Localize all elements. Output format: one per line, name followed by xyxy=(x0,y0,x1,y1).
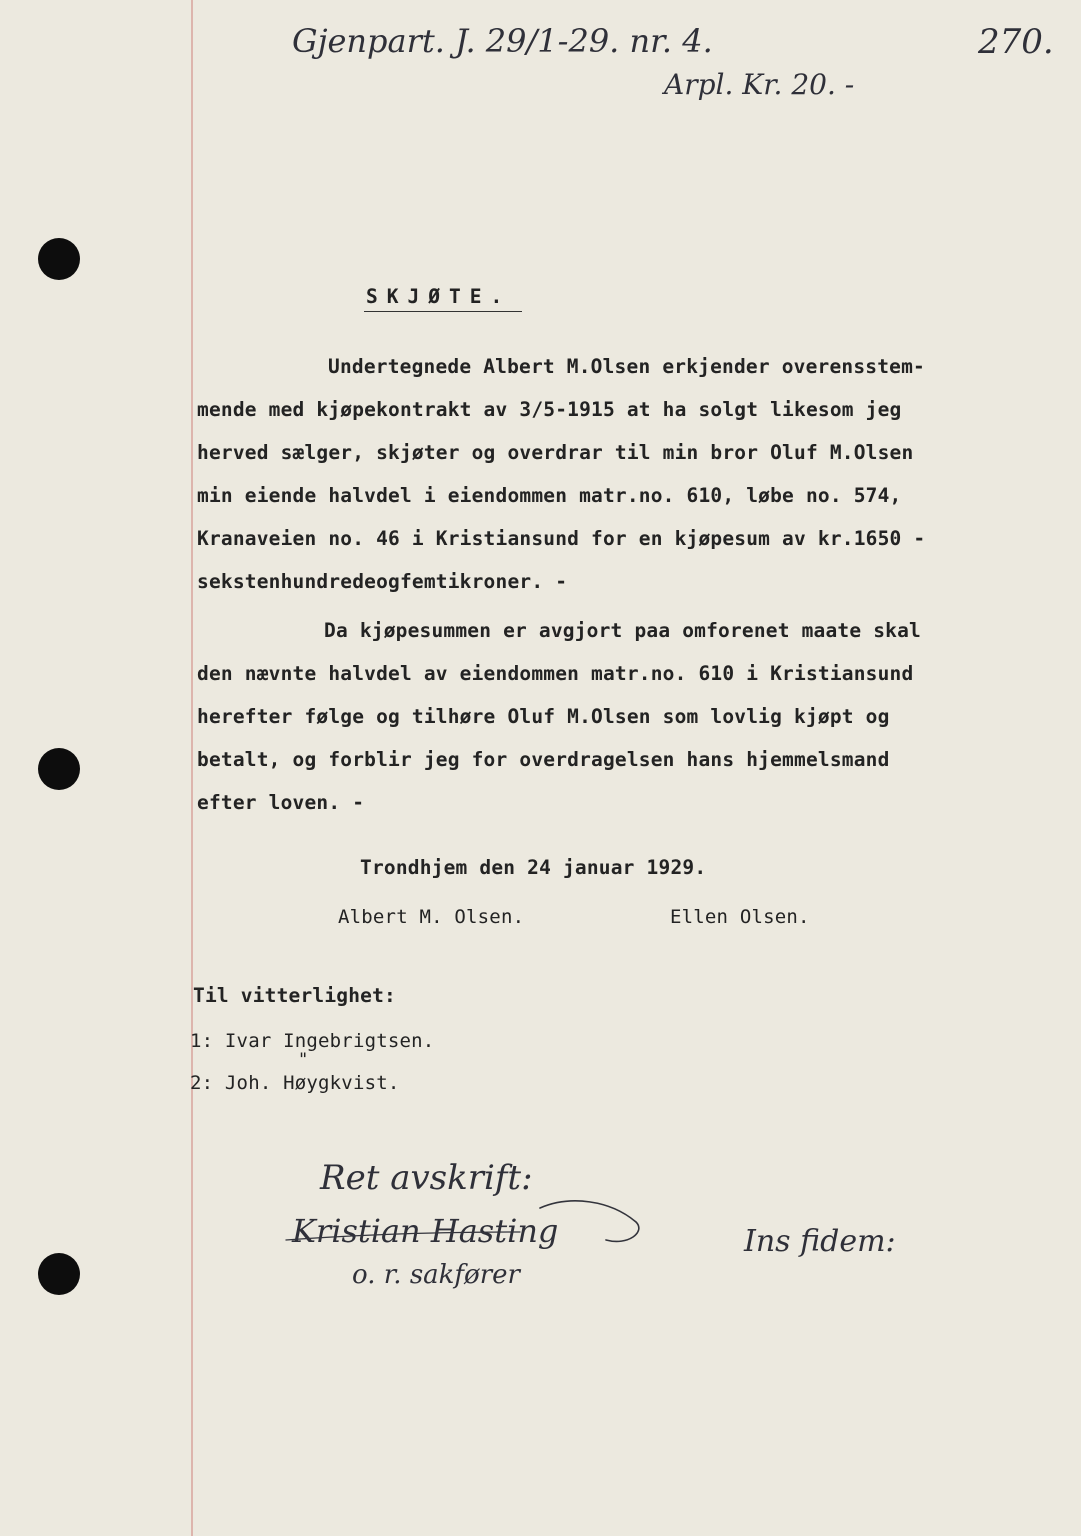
body-line: betalt, og forblir jeg for overdragelsen hans hjemmelsmand xyxy=(197,748,890,771)
body-line: sekstenhundredeogfemtikroner. - xyxy=(197,570,568,593)
witness-heading: Til vitterlighet: xyxy=(193,984,396,1007)
body-line: efter loven. - xyxy=(197,791,365,814)
certification-line: Ret avskrift: xyxy=(320,1158,533,1198)
certifier-signature: Kristian Hasting xyxy=(292,1212,559,1250)
body-line: herefter følge og tilhøre Oluf M.Olsen som lovlig kjøpt og xyxy=(197,705,890,728)
body-line: herved sælger, skjøter og overdrar til min bror Oluf M.Olsen xyxy=(197,441,914,464)
handwritten-annotation: Gjenpart. J. 29/1-29. nr. 4. xyxy=(292,22,713,60)
body-line: Da kjøpesummen er avgjort paa omforenet maate skal xyxy=(324,619,921,642)
ditto-mark: " xyxy=(298,1050,309,1070)
certifier-title: o. r. sakfører xyxy=(352,1260,520,1290)
body-line: min eiende halvdel i eiendommen matr.no. 610, løbe no. 574, xyxy=(197,484,902,507)
signatory-name: Ellen Olsen. xyxy=(670,906,810,928)
document-title: SKJØTE. xyxy=(366,285,512,308)
body-line: Kranaveien no. 46 i Kristiansund for en kjøpesum av kr.1650 - xyxy=(197,527,926,550)
body-line: den nævnte halvdel av eiendommen matr.no. 610 i Kristiansund xyxy=(197,662,914,685)
signatory-name: Albert M. Olsen. xyxy=(338,906,525,928)
place-date: Trondhjem den 24 januar 1929. xyxy=(360,856,707,879)
witness-name: 1: Ivar Ingebrigtsen. xyxy=(190,1030,435,1052)
page-number: 270. xyxy=(978,22,1054,62)
body-line: mende med kjøpekontrakt av 3/5-1915 at ha solgt likesom jeg xyxy=(197,398,902,421)
body-line: Undertegnede Albert M.Olsen erkjender overensstem- xyxy=(328,355,925,378)
ins-fidem-note: Ins fidem: xyxy=(744,1224,896,1259)
handwritten-reference: Arpl. Kr. 20. - xyxy=(664,68,855,101)
witness-name: 2: Joh. Høygkvist. xyxy=(190,1072,400,1094)
